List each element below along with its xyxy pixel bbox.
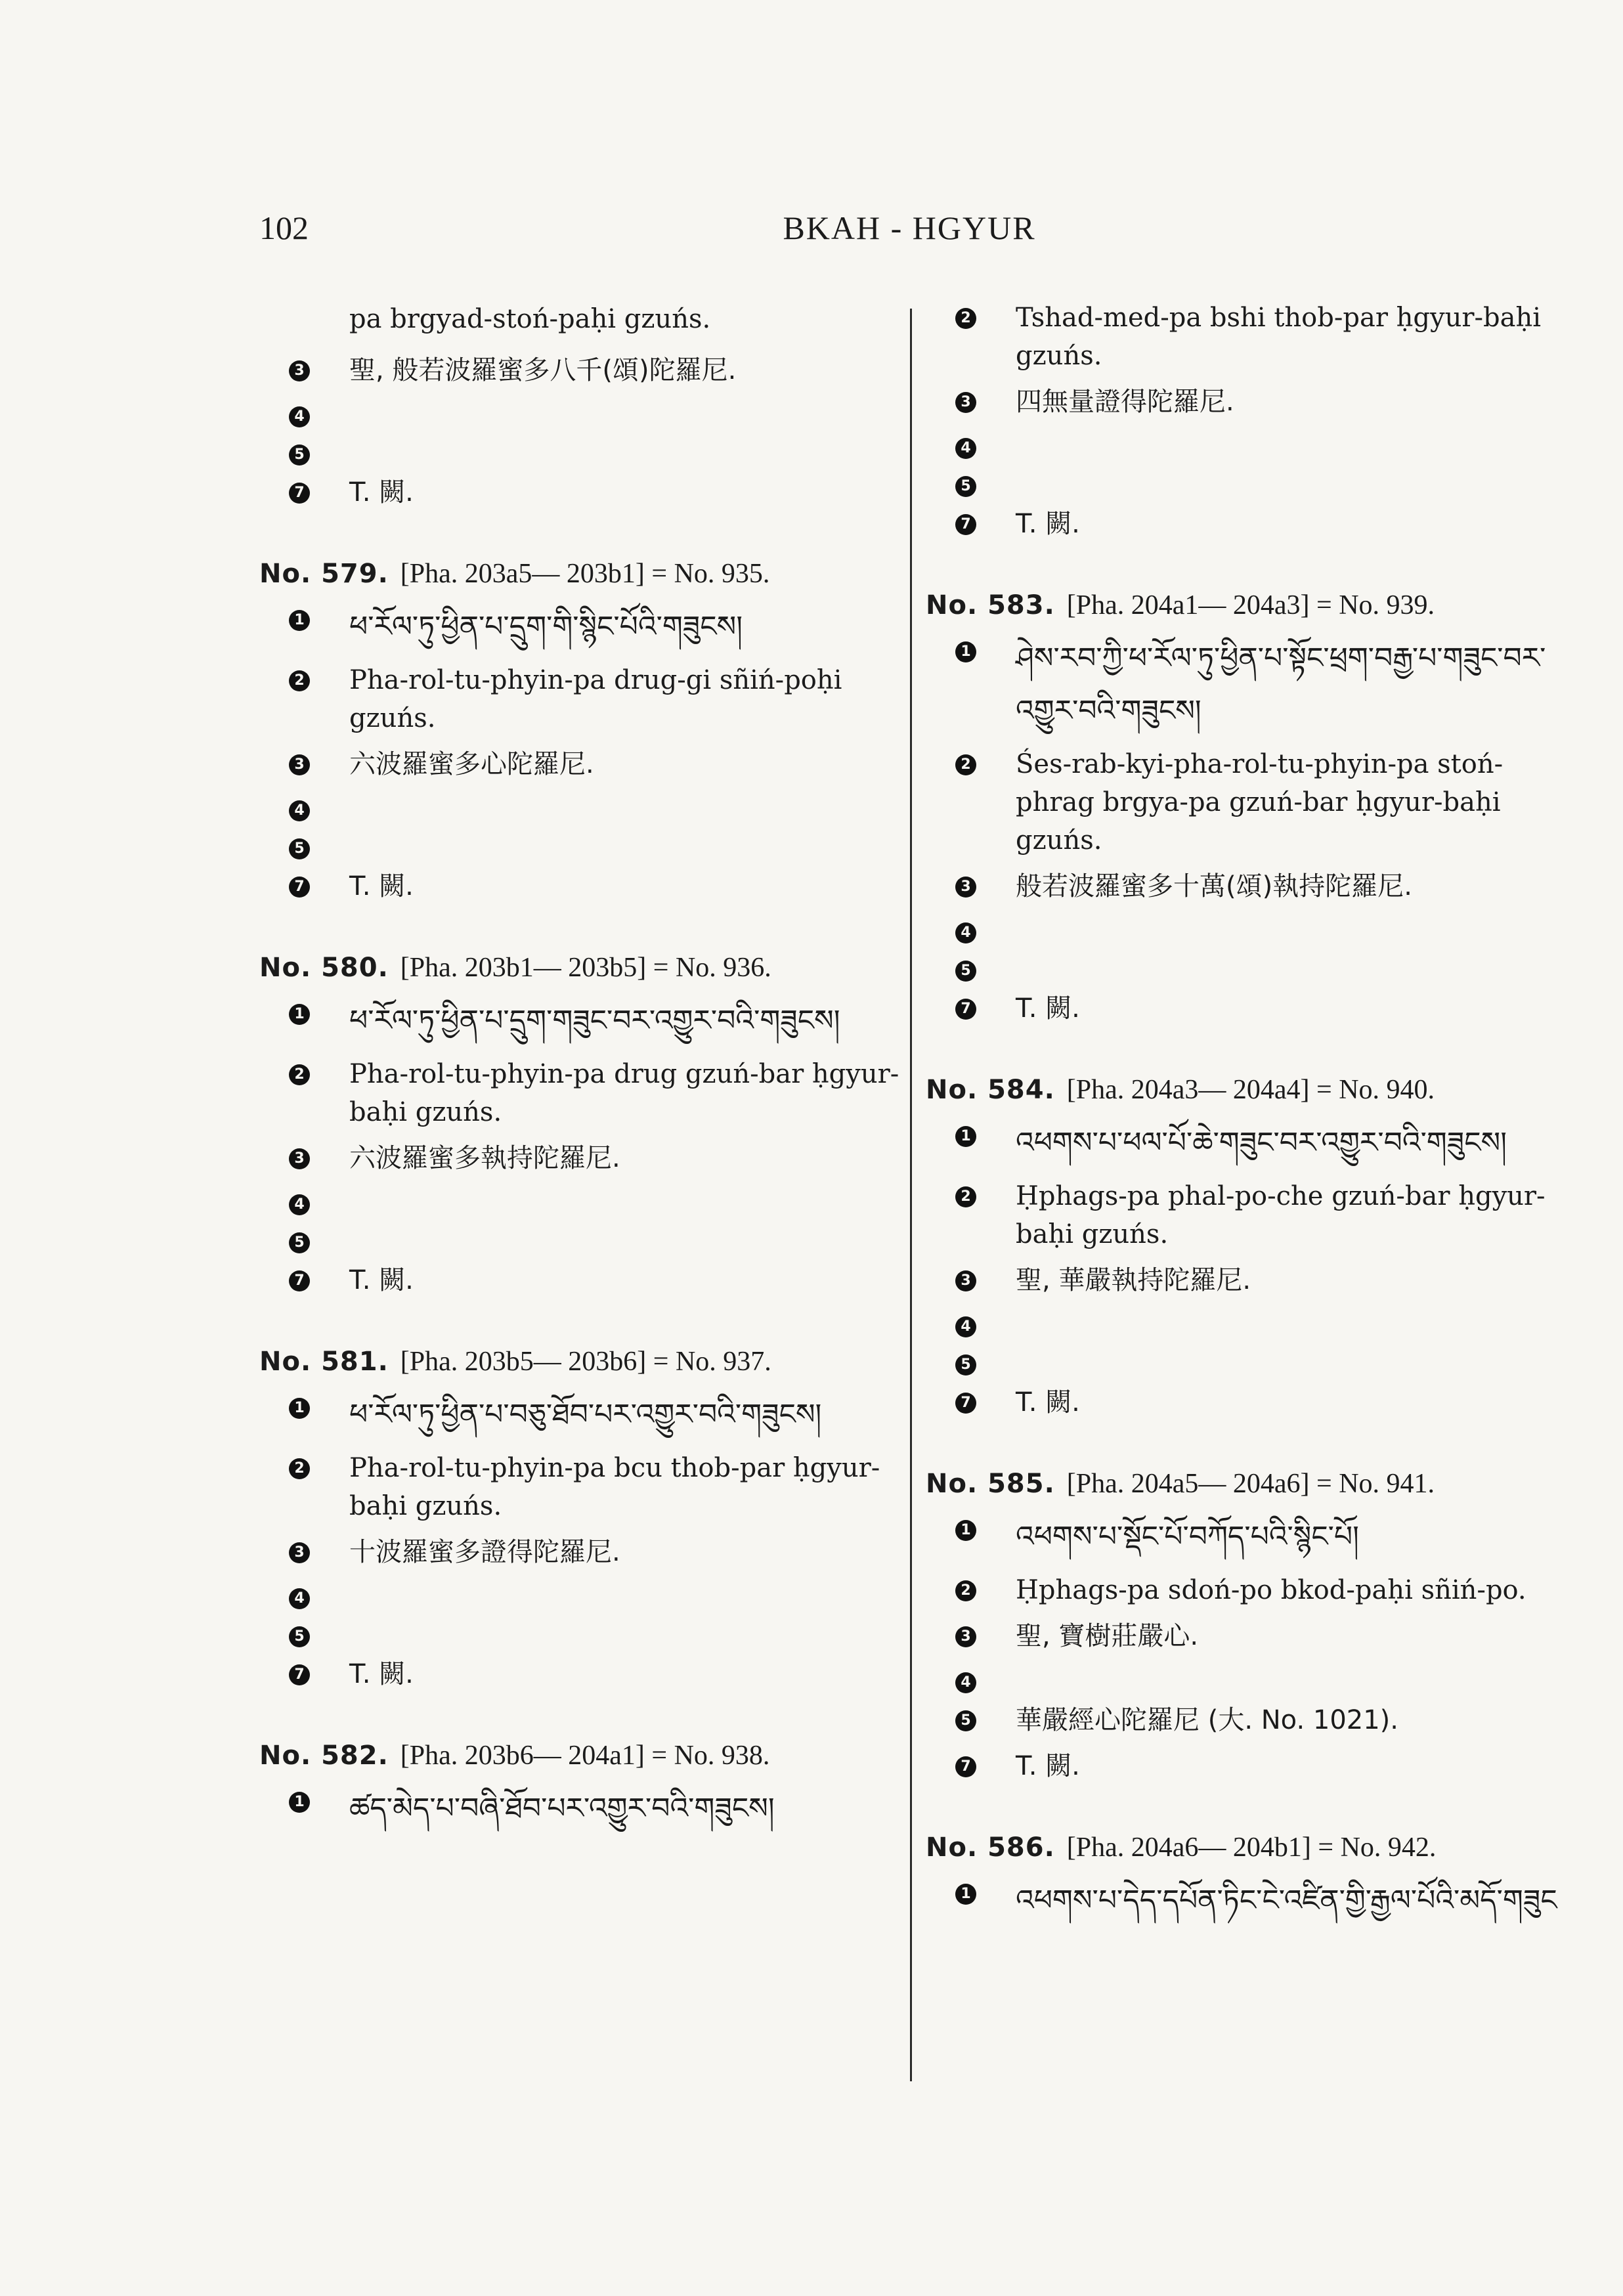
circled-number-icon: 7 xyxy=(289,877,310,898)
circled-number-icon: 2 xyxy=(955,754,976,775)
entry-number: No. 582. xyxy=(259,1741,389,1771)
entry-heading xyxy=(259,1339,903,1385)
entry-line xyxy=(289,435,903,466)
circled-number-icon: 3 xyxy=(955,392,976,413)
entry-line xyxy=(955,867,1563,905)
entry-line xyxy=(289,351,903,389)
entry-text: 華嚴經心陀羅尼 (大. No. 1021). xyxy=(1016,1705,1398,1735)
entry-line xyxy=(955,1383,1563,1421)
entry-line xyxy=(289,601,903,653)
circled-number-icon: 1 xyxy=(955,1520,976,1541)
entry-line xyxy=(955,1345,1563,1375)
circled-number-icon: 4 xyxy=(955,922,976,943)
circled-number-icon: 7 xyxy=(289,1270,310,1291)
entry-heading xyxy=(926,1461,1563,1507)
entry-line xyxy=(955,1663,1563,1693)
entry-text: T. 闕. xyxy=(1016,993,1080,1024)
entry-text: Tshad-med-pa bshi thob-par ḥgyur-baḥi gzuńs. xyxy=(1016,303,1542,371)
entry-heading xyxy=(259,551,903,597)
entry-line xyxy=(955,467,1563,497)
circled-number-icon: 7 xyxy=(955,1393,976,1414)
circled-number-icon: 5 xyxy=(289,838,310,859)
entry-line xyxy=(955,1571,1563,1609)
entry-text: T. 闕. xyxy=(349,871,414,901)
circled-number-icon: 1 xyxy=(289,1398,310,1419)
entry-text: འཕགས་པ་དེད་དཔོན་ཏིང་ངེ་འཛིན་གྱི་རྒྱལ་པོའི་མདོ་གཟུང xyxy=(1016,1884,1557,1917)
entry-line xyxy=(289,1055,903,1131)
entry-number: No. 580. xyxy=(259,953,389,983)
circled-number-icon: 1 xyxy=(955,1884,976,1905)
entry-text: ཕ་རོལ་ཏུ་ཕྱིན་པ་བཅུ་ཐོབ་པར་འགྱུར་བའི་གཟུངས། xyxy=(349,1398,822,1431)
entry-heading xyxy=(926,1067,1563,1113)
column-divider xyxy=(910,309,912,2081)
entry-line xyxy=(955,299,1563,375)
right-fragment-block xyxy=(926,299,1563,543)
circled-number-icon: 4 xyxy=(289,1588,310,1609)
entry-line xyxy=(289,473,903,511)
entry-text: ཕ་རོལ་ཏུ་ཕྱིན་པ་དྲུག་གཟུང་བར་འགྱུར་བའི་གཟུངས། xyxy=(349,1004,840,1037)
entry-line xyxy=(955,745,1563,859)
entry-reference: [Pha. 203a5— 203b1] = No. 935. xyxy=(400,559,770,589)
circled-number-icon: 1 xyxy=(289,1792,310,1813)
circled-number-icon: 3 xyxy=(289,1148,310,1169)
circled-number-icon: 2 xyxy=(289,1064,310,1085)
entry-heading xyxy=(259,1733,903,1779)
entry-text: 聖, 寶樹莊嚴心. xyxy=(1016,1621,1199,1651)
circled-number-icon: 2 xyxy=(289,1458,310,1479)
entry-line xyxy=(955,1874,1563,1927)
entry-number: No. 579. xyxy=(259,559,389,589)
circled-number-icon: 4 xyxy=(289,1194,310,1215)
entry-line xyxy=(289,1139,903,1177)
entry-line xyxy=(955,383,1563,421)
entry-number: No. 581. xyxy=(259,1347,389,1377)
circled-number-icon: 4 xyxy=(955,1672,976,1693)
entry-line xyxy=(289,745,903,783)
circled-number-icon: 2 xyxy=(955,1580,976,1601)
entry-line xyxy=(955,1307,1563,1337)
left-column xyxy=(259,299,903,1874)
catalog-entry xyxy=(926,1825,1563,1927)
entry-line xyxy=(289,661,903,737)
entry-line xyxy=(955,1617,1563,1655)
circled-number-icon: 5 xyxy=(289,444,310,466)
circled-number-icon: 1 xyxy=(955,641,976,662)
entry-number: No. 583. xyxy=(926,590,1055,620)
entry-line xyxy=(289,1783,903,1835)
entry-line xyxy=(289,1223,903,1253)
entry-line xyxy=(289,867,903,905)
entry-line xyxy=(955,632,1563,737)
entry-text: Pha-rol-tu-phyin-pa bcu thob-par ḥgyur-baḥi gzuńs. xyxy=(349,1453,880,1521)
entry-text: འཕགས་པ་སྡོང་པོ་བཀོད་པའི་སྙིང་པོ། xyxy=(1016,1520,1359,1553)
entry-line xyxy=(289,995,903,1047)
circled-number-icon: 5 xyxy=(955,961,976,982)
entry-line xyxy=(955,505,1563,543)
catalog-entry xyxy=(259,551,903,905)
entry-line xyxy=(955,1511,1563,1563)
entry-text: T. 闕. xyxy=(349,1265,414,1295)
entry-text: 聖, 華嚴執持陀羅尼. xyxy=(1016,1265,1251,1295)
entry-heading xyxy=(926,1825,1563,1871)
entry-line xyxy=(955,1177,1563,1253)
entry-line xyxy=(289,397,903,427)
catalog-entry xyxy=(259,1733,903,1835)
entry-text: Ḥphags-pa sdoń-po bkod-paḥi sñiń-po. xyxy=(1016,1575,1526,1605)
entry-reference: [Pha. 203b6— 204a1] = No. 938. xyxy=(400,1741,770,1771)
entry-line xyxy=(289,1185,903,1215)
entry-line xyxy=(955,989,1563,1028)
catalog-entry xyxy=(926,1461,1563,1785)
entry-text: T. 闕. xyxy=(1016,1387,1080,1418)
entry-reference: [Pha. 204a3— 204a4] = No. 940. xyxy=(1066,1075,1435,1105)
circled-number-icon: 3 xyxy=(955,877,976,898)
entry-line xyxy=(289,1533,903,1571)
entry-reference: [Pha. 204a6— 204b1] = No. 942. xyxy=(1066,1832,1437,1863)
entry-number: No. 584. xyxy=(926,1075,1055,1105)
entry-line xyxy=(955,1261,1563,1299)
circled-number-icon: 1 xyxy=(955,1126,976,1147)
entry-text: Pha-rol-tu-phyin-pa drug gzuń-bar ḥgyur-baḥi gzuńs. xyxy=(349,1059,899,1127)
circled-number-icon: 7 xyxy=(289,1664,310,1685)
entry-text: T. 闕. xyxy=(1016,1751,1080,1781)
entry-text: T. 闕. xyxy=(349,1659,414,1689)
entry-text: 十波羅蜜多證得陀羅尼. xyxy=(349,1537,620,1567)
entry-reference: [Pha. 203b1— 203b5] = No. 936. xyxy=(400,953,771,983)
left-fragment-block xyxy=(259,351,903,511)
page-title: BKAH - HGYUR xyxy=(783,209,1036,246)
entry-text: T. 闕. xyxy=(1016,509,1080,539)
circled-number-icon: 5 xyxy=(289,1626,310,1647)
entry-line xyxy=(289,1261,903,1299)
page-number: 102 xyxy=(259,209,309,246)
right-column xyxy=(926,299,1563,1966)
entry-line xyxy=(955,951,1563,982)
entry-reference: [Pha. 203b5— 203b6] = No. 937. xyxy=(400,1347,771,1377)
circled-number-icon: 4 xyxy=(289,800,310,821)
circled-number-icon: 2 xyxy=(289,670,310,691)
entry-text: T. 闕. xyxy=(349,477,414,508)
entry-reference: [Pha. 204a1— 204a3] = No. 939. xyxy=(1066,590,1435,620)
catalog-entry xyxy=(259,945,903,1299)
circled-number-icon: 3 xyxy=(289,754,310,775)
entry-number: No. 585. xyxy=(926,1469,1055,1499)
continued-fragment: pa brgyad-stoń-paḥi gzuńs. xyxy=(349,304,711,334)
catalog-entry xyxy=(926,1067,1563,1421)
circled-number-icon: 5 xyxy=(955,1354,976,1375)
circled-number-icon: 4 xyxy=(955,1316,976,1337)
circled-number-icon: 1 xyxy=(289,1004,310,1025)
entry-number: No. 586. xyxy=(926,1832,1055,1863)
circled-number-icon: 7 xyxy=(955,1756,976,1777)
entry-text: ཚད་མེད་པ་བཞི་ཐོབ་པར་འགྱུར་བའི་གཟུངས། xyxy=(349,1792,775,1825)
entry-text: 聖, 般若波羅蜜多八千(頌)陀羅尼. xyxy=(349,355,737,385)
entry-text: 四無量證得陀羅尼. xyxy=(1016,387,1234,417)
entry-line xyxy=(289,1655,903,1693)
entry-line xyxy=(289,791,903,821)
entry-line xyxy=(289,1449,903,1525)
circled-number-icon: 7 xyxy=(289,483,310,504)
circled-number-icon: 4 xyxy=(289,406,310,427)
circled-number-icon: 7 xyxy=(955,999,976,1020)
catalog-entry xyxy=(259,1339,903,1693)
entry-line xyxy=(955,429,1563,459)
circled-number-icon: 2 xyxy=(955,1186,976,1207)
entry-line xyxy=(289,829,903,859)
entry-text: Śes-rab-kyi-pha-rol-tu-phyin-pa stoń-phrag brgya-pa gzuń-bar ḥgyur-baḥi gzuńs. xyxy=(1016,749,1504,856)
entry-line xyxy=(289,1579,903,1609)
entry-line xyxy=(955,1747,1563,1785)
circled-number-icon: 3 xyxy=(289,1542,310,1563)
entry-text: འཕགས་པ་ཕལ་པོ་ཆེ་གཟུང་བར་འགྱུར་བའི་གཟུངས། xyxy=(1016,1126,1507,1159)
circled-number-icon: 2 xyxy=(955,308,976,329)
entry-line xyxy=(289,1389,903,1441)
circled-number-icon: 3 xyxy=(289,360,310,381)
entry-text: 六波羅蜜多執持陀羅尼. xyxy=(349,1143,620,1173)
entry-text: ཤེས་རབ་ཀྱི་ཕ་རོལ་ཏུ་ཕྱིན་པ་སྟོང་ཕྲག་བརྒྱ་པ་གཟུང་བར་འགྱུར་བའི་གཟུངས། xyxy=(1016,641,1546,727)
entry-text: 般若波羅蜜多十萬(頌)執持陀羅尼. xyxy=(1016,871,1412,901)
entry-reference: [Pha. 204a5— 204a6] = No. 941. xyxy=(1066,1469,1435,1499)
circled-number-icon: 7 xyxy=(955,514,976,535)
circled-number-icon: 5 xyxy=(955,1710,976,1731)
page-header xyxy=(259,209,1559,261)
entry-line xyxy=(955,1117,1563,1169)
entry-text: ཕ་རོལ་ཏུ་ཕྱིན་པ་དྲུག་གི་སྙིང་པོའི་གཟུངས། xyxy=(349,610,743,643)
catalog-entry xyxy=(926,582,1563,1028)
entry-heading xyxy=(926,582,1563,628)
circled-number-icon: 3 xyxy=(955,1626,976,1647)
circled-number-icon: 5 xyxy=(289,1232,310,1253)
circled-number-icon: 5 xyxy=(955,476,976,497)
circled-number-icon: 4 xyxy=(955,438,976,459)
entry-text: 六波羅蜜多心陀羅尼. xyxy=(349,749,594,779)
entry-line xyxy=(955,1701,1563,1739)
entry-line xyxy=(955,913,1563,943)
entry-text: Ḥphags-pa phal-po-che gzuń-bar ḥgyur-baḥi gzuńs. xyxy=(1016,1181,1546,1249)
entry-line xyxy=(289,1617,903,1647)
entry-text: Pha-rol-tu-phyin-pa drug-gi sñiń-poḥi gzuńs. xyxy=(349,665,842,733)
circled-number-icon: 3 xyxy=(955,1270,976,1291)
circled-number-icon: 1 xyxy=(289,610,310,631)
entry-heading xyxy=(259,945,903,991)
